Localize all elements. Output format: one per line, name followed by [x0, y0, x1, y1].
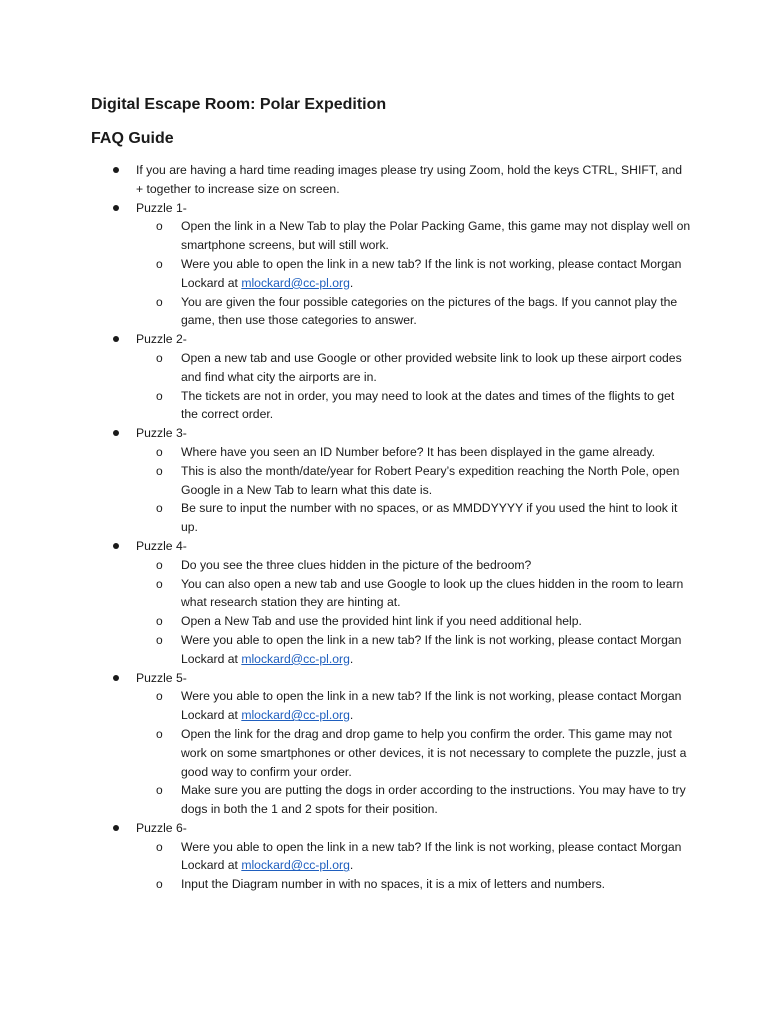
circle-bullet-icon: o: [156, 614, 163, 629]
circle-bullet-icon: o: [156, 501, 163, 516]
hint-item: [136, 575, 691, 613]
puzzle-label: Puzzle 1-: [136, 200, 187, 215]
hint-text: Were you able to open the link in a new tab? If the link is not working, please contact Morgan Lockard at: [181, 689, 682, 723]
hint-item: [136, 556, 691, 575]
hint-text: Were you able to open the link in a new tab? If the link is not working, please contact Morgan Lockard at: [181, 632, 682, 666]
period: .: [349, 708, 354, 723]
puzzle-4: [91, 537, 691, 669]
puzzle-1: [91, 199, 691, 331]
hint-item: [136, 725, 691, 781]
puzzle-2-hints: [136, 349, 691, 424]
circle-bullet-icon: o: [156, 726, 163, 741]
hint-text: This is also the month/date/year for Robert Peary’s expedition reaching the North Pole, open Google in a New Tab to learn what this date is.: [181, 463, 680, 497]
circle-bullet-icon: o: [156, 877, 163, 892]
hint-text: Where have you seen an ID Number before? It has been displayed in the game already.: [181, 444, 656, 459]
circle-bullet-icon: o: [156, 219, 163, 234]
hint-item: [136, 631, 691, 669]
circle-bullet-icon: o: [156, 689, 163, 704]
hint-item: [136, 875, 691, 894]
bullet-icon: [113, 825, 119, 831]
puzzle-4-hints: [136, 556, 691, 669]
faq-intro-item: [91, 161, 691, 199]
document-title: Digital Escape Room: Polar Expedition: [91, 96, 387, 113]
period: .: [349, 858, 354, 873]
email-link[interactable]: mlockard@cc-pl.org: [241, 858, 350, 873]
hint-text: Were you able to open the link in a new tab? If the link is not working, please contact Morgan Lockard at: [181, 256, 682, 290]
circle-bullet-icon: o: [156, 463, 163, 478]
hint-text: Open the link for the drag and drop game to help you confirm the order. This game may not work on some smartphones or other devices, it is not necessary to complete the puzzle, just a good way to confirm your order.: [181, 726, 687, 779]
puzzle-2: [91, 330, 691, 424]
bullet-icon: [113, 205, 119, 211]
hint-item: [136, 443, 691, 462]
puzzle-label: Puzzle 6-: [136, 820, 187, 835]
puzzle-label: Puzzle 5-: [136, 670, 187, 685]
period: .: [349, 651, 354, 666]
circle-bullet-icon: o: [156, 294, 163, 309]
hint-text: Open the link in a New Tab to play the Polar Packing Game, this game may not display well on smartphone screens, but will still work.: [181, 219, 691, 253]
bullet-icon: [113, 543, 119, 549]
hint-item: [136, 462, 691, 500]
puzzle-3: [91, 424, 691, 537]
hint-item: [136, 293, 691, 331]
circle-bullet-icon: o: [156, 839, 163, 854]
email-link[interactable]: mlockard@cc-pl.org: [241, 651, 350, 666]
bullet-icon: [113, 430, 119, 436]
puzzle-6: [91, 819, 691, 894]
hint-text: Do you see the three clues hidden in the picture of the bedroom?: [181, 557, 532, 572]
puzzle-3-hints: [136, 443, 691, 537]
hint-item: [136, 217, 691, 255]
hint-item: [136, 838, 691, 876]
hint-text: The tickets are not in order, you may need to look at the dates and times of the flights to get the correct order.: [181, 388, 675, 422]
email-link[interactable]: mlockard@cc-pl.org: [241, 708, 350, 723]
hint-item: [136, 687, 691, 725]
bullet-icon: [113, 167, 119, 173]
hint-item: [136, 387, 691, 425]
puzzle-1-hints: [136, 217, 691, 330]
hint-text: You are given the four possible categories on the pictures of the bags. If you cannot play the game, then use those categories to answer.: [181, 294, 678, 328]
puzzle-5-hints: [136, 687, 691, 819]
circle-bullet-icon: o: [156, 632, 163, 647]
hint-text: Make sure you are putting the dogs in order according to the instructions. You may have to try dogs in both the 1 and 2 spots for their position.: [181, 783, 686, 817]
hint-text: Open a new tab and use Google or other provided website link to look up these airport codes and find what city the airports are in.: [181, 350, 682, 384]
hint-item: [136, 781, 691, 819]
circle-bullet-icon: o: [156, 557, 163, 572]
hint-text: Were you able to open the link in a new tab? If the link is not working, please contact Morgan Lockard at: [181, 839, 682, 873]
hint-text: Be sure to input the number with no spaces, or as MMDDYYYY if you used the hint to look it up.: [181, 501, 678, 535]
circle-bullet-icon: o: [156, 576, 163, 591]
hint-text: Open a New Tab and use the provided hint link if you need additional help.: [181, 614, 582, 629]
hint-item: [136, 499, 691, 537]
document-content: [91, 95, 691, 894]
puzzle-label: Puzzle 4-: [136, 538, 187, 553]
circle-bullet-icon: o: [156, 444, 163, 459]
puzzle-label: Puzzle 2-: [136, 332, 187, 347]
email-link[interactable]: mlockard@cc-pl.org: [241, 275, 350, 290]
bullet-icon: [113, 675, 119, 681]
puzzle-5: [91, 669, 691, 819]
faq-list: [91, 161, 691, 894]
hint-item: [136, 349, 691, 387]
circle-bullet-icon: o: [156, 256, 163, 271]
bullet-icon: [113, 336, 119, 342]
puzzle-label: Puzzle 3-: [136, 426, 187, 441]
hint-item: [136, 612, 691, 631]
period: .: [349, 275, 354, 290]
circle-bullet-icon: o: [156, 783, 163, 798]
hint-text: Input the Diagram number in with no spaces, it is a mix of letters and numbers.: [181, 877, 606, 892]
circle-bullet-icon: o: [156, 350, 163, 365]
hint-text: You can also open a new tab and use Google to look up the clues hidden in the room to learn what research station they are hinting at.: [181, 576, 684, 610]
document-subtitle: FAQ Guide: [91, 130, 174, 147]
hint-item: [136, 255, 691, 293]
puzzle-6-hints: [136, 838, 691, 894]
faq-intro-text: If you are having a hard time reading images please try using Zoom, hold the keys CTRL, SHIFT, and + together to increase size on screen.: [136, 163, 682, 196]
circle-bullet-icon: o: [156, 388, 163, 403]
